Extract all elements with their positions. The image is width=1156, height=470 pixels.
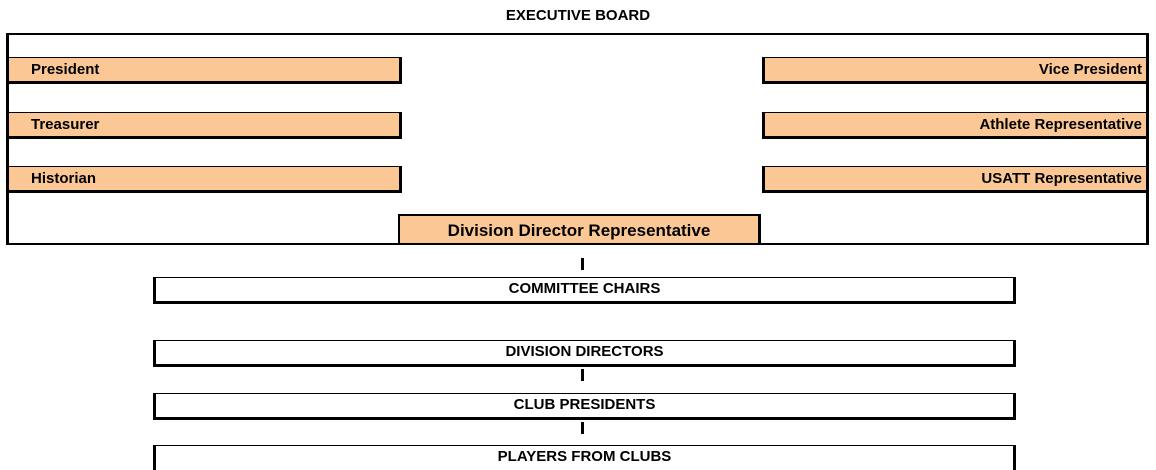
officer-historian: Historian [9,166,402,193]
executive-board-title: EXECUTIVE BOARD [505,7,651,24]
officer-usatt-representative: USATT Representative [762,166,1146,193]
tier-players-from-clubs: PLAYERS FROM CLUBS [153,445,1016,470]
connector-clubs-to-players [581,422,584,434]
division-director-representative-box: Division Director Representative [398,214,761,245]
connector-divisions-to-clubs [581,369,584,381]
connector-board-to-committee [581,258,584,270]
officer-treasurer: Treasurer [9,112,402,139]
board-frame-bottom-right [759,243,1149,245]
tier-club-presidents: CLUB PRESIDENTS [153,393,1016,420]
officer-president: President [9,57,402,84]
officer-athlete-representative: Athlete Representative [762,112,1146,139]
tier-committee-chairs: COMMITTEE CHAIRS [153,277,1016,304]
board-frame-bottom-left [6,243,400,245]
officer-vice-president: Vice President [762,57,1146,84]
tier-division-directors: DIVISION DIRECTORS [153,340,1016,367]
